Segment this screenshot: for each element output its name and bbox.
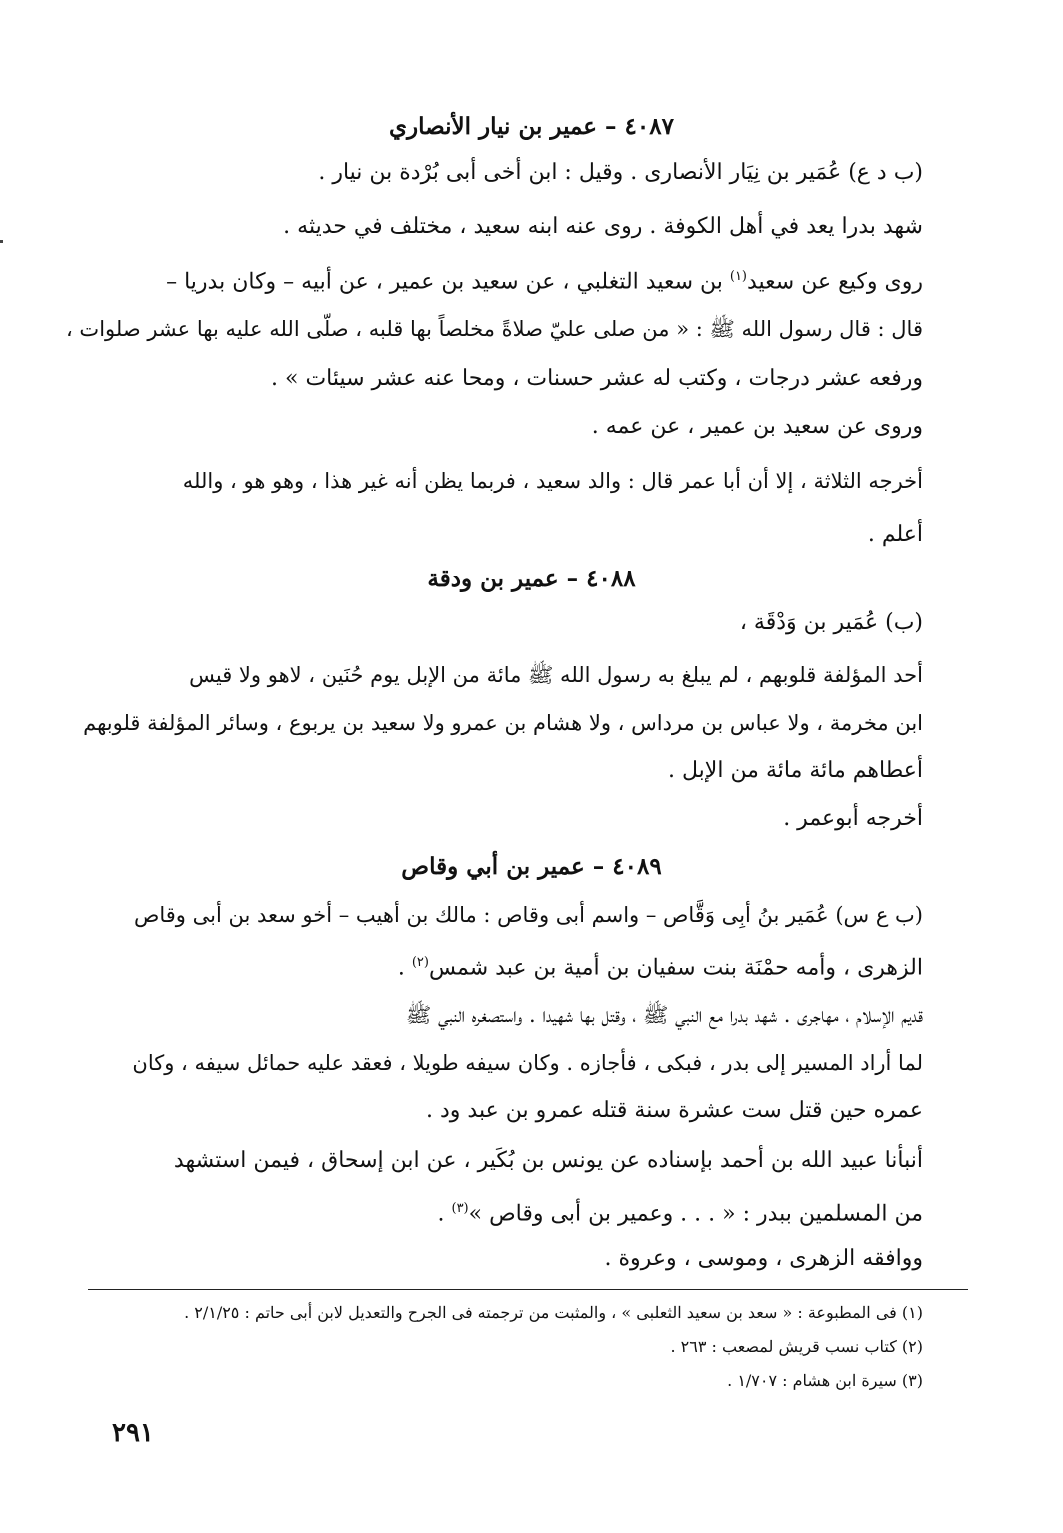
text-segment: من المسلمين ببدر : « . . . وعمير بن أبى وقاص »	[468, 1201, 923, 1227]
entry-4088-line-5: أخرجه أبوعمر .	[783, 806, 923, 831]
text-segment: .	[397, 955, 412, 981]
footnote-2: (٢) كتاب نسب قريش لمصعب : ٢٦٣ .	[670, 1337, 923, 1356]
footnote-ref-3: (٣)	[451, 1201, 469, 1216]
entry-heading-4088: ٤٠٨٨ – عمير بن ودقة	[427, 565, 636, 592]
text-segment: الزهرى ، وأمه حمْنَة بنت سفيان بن أمية بن عبد شمس	[428, 955, 923, 981]
entry-4087-line-5: ورفعه عشر درجات ، وكتب له عشر حسنات ، ومحا عنه عشر سيئات » .	[271, 366, 923, 391]
text-segment: روى وكيع عن سعيد	[747, 269, 923, 295]
entry-4088-line-4: أعطاهم مائة مائة من الإبل .	[668, 758, 923, 783]
entry-4087-line-4: قال : قال رسول الله ﷺ : « من صلى عليّ صلاةً مخلصاً بها قلبه ، صلّى الله عليه بها عشر صلوات ،	[65, 317, 923, 341]
entry-4089-line-6: أنبأنا عبيد الله بن أحمد بإسناده عن يونس بن بُكَير ، عن ابن إسحاق ، فيمن استشهد	[173, 1148, 923, 1173]
page-number: ٢٩١	[112, 1418, 154, 1448]
entry-4087-line-3	[103, 262, 923, 297]
entry-4087-line-7: أخرجه الثلاثة ، إلا أن أبا عمر قال : والد سعيد ، فربما يظن أنه غير هذا ، وهو هو ، والله	[182, 469, 923, 493]
entry-4089-line-1: (ب ع س) عُمَير بنُ أبِى وَقَّاص – واسم أبى وقاص : مالك بن أهيب – أخو سعد بن أبى وقاص	[133, 903, 923, 927]
entry-4089-line-4: لما أراد المسير إلى بدر ، فبكى ، فأجازه . وكان سيفه طويلا ، فعقد عليه حمائل سيفه ، وكان	[132, 1051, 923, 1075]
footnote-3: (٣) سيرة ابن هشام : ١/٧٠٧ .	[727, 1371, 923, 1390]
entry-heading-4087: ٤٠٨٧ – عمير بن نيار الأنصاري	[389, 113, 674, 140]
text-segment: بن سعيد التغلبي ، عن سعيد بن عمير ، عن أبيه – وكان بدريا –	[166, 269, 730, 295]
entry-4088-line-2: أحد المؤلفة قلوبهم ، لم يبلغ به رسول الله ﷺ مائة من الإبل يوم حُنَين ، لاهو ولا قيس	[189, 663, 923, 687]
footnote-ref-1: (١)	[729, 269, 747, 284]
entry-4089-line-3: قديم الإسلام ، مهاجرى . شهد بدرا مع النبي ﷺ ، وقتل بها شهيدا . واستصغره النبي ﷺ	[405, 1003, 923, 1027]
entry-4087-line-1: (ب د ع) عُمَير بن نِيَار الأنصارى . وقيل : ابن أخى أبى بُرْدة بن نيار .	[318, 160, 923, 185]
entry-4089-line-8: ووافقه الزهرى ، وموسى ، وعروة .	[604, 1246, 923, 1271]
footnote-1: (١) فى المطبوعة : « سعد بن سعيد الثعلبى » ، والمثبت من ترجمته فى الجرح والتعديل لابن أبى حاتم : ٢/١/٢٥ .	[184, 1303, 923, 1322]
entry-4087-line-8: أعلم .	[867, 522, 923, 547]
entry-4087-line-2: شهد بدرا يعد في أهل الكوفة . روى عنه ابنه سعيد ، مختلف في حديثه .	[283, 214, 923, 239]
footnote-ref-2: (٢)	[411, 955, 429, 970]
footnote-divider	[88, 1289, 968, 1290]
entry-4089-line-2	[103, 948, 923, 983]
entry-4089-line-5: عمره حين قتل ست عشرة سنة قتله عمرو بن عبد ود .	[426, 1098, 923, 1123]
entry-4088-line-3: ابن مخرمة ، ولا عباس بن مرداس ، ولا هشام بن عمرو ولا سعيد بن يربوع ، وسائر المؤلفة قلوبهم	[83, 711, 923, 735]
entry-4087-line-6: وروى عن سعيد بن عمير ، عن عمه .	[591, 414, 923, 439]
margin-mark	[0, 240, 3, 243]
entry-4089-line-7	[103, 1194, 923, 1229]
entry-4088-line-1: (ب) عُمَير بن وَدْقَة ،	[739, 610, 923, 635]
text-segment: .	[437, 1201, 452, 1227]
entry-heading-4089: ٤٠٨٩ – عمير بن أبي وقاص	[401, 853, 662, 880]
